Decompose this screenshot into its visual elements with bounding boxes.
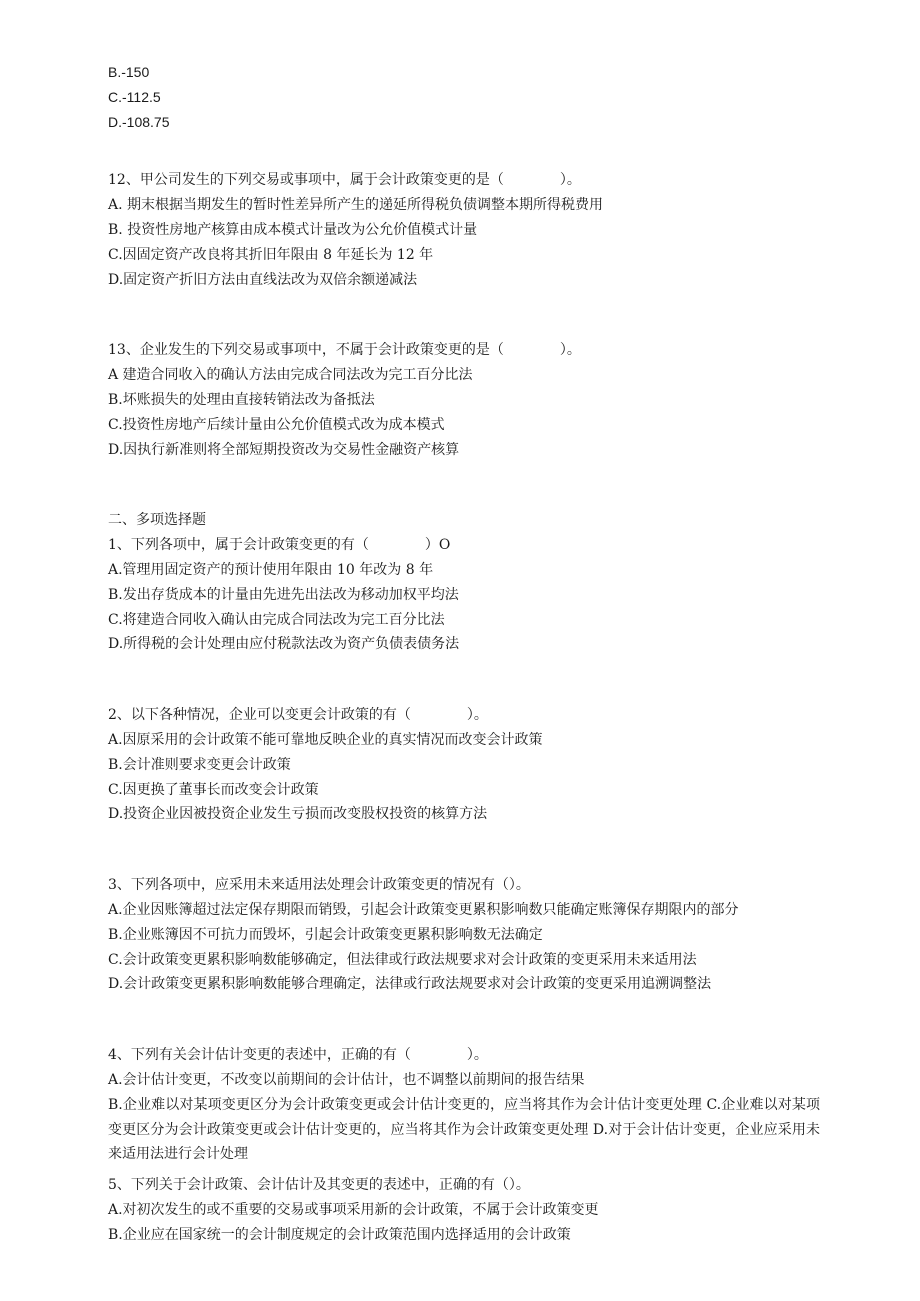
multi-question-4 <box>108 1043 820 1167</box>
document-page <box>108 60 820 1247</box>
multi-question-5 <box>108 1173 820 1247</box>
option-b: B.-150 <box>108 64 150 80</box>
option-b: B.企业账簿因不可抗力而毁坏，引起会计政策变更累积影响数无法确定 <box>108 926 543 943</box>
multi-question-2 <box>108 703 820 827</box>
option-c: C.会计政策变更累积影响数能够确定，但法律或行政法规要求对会计政策的变更采用未来适用法 <box>108 951 697 968</box>
multi-question-3 <box>108 873 820 997</box>
option-d: D.因执行新准则将全部短期投资改为交易性金融资产核算 <box>108 441 460 458</box>
option-c: C.因更换了董事长而改变会计政策 <box>108 781 319 798</box>
question-stem: 5、下列关于会计政策、会计估计及其变更的表述中，正确的有（）。 <box>108 1177 530 1194</box>
question-13 <box>108 338 820 462</box>
option-d: D.投资企业因被投资企业发生亏损而改变股权投资的核算方法 <box>108 806 488 823</box>
option-b: B.坏账损失的处理由直接转销法改为备抵法 <box>108 391 375 408</box>
question-stem: 3、下列各项中，应采用未来适用法处理会计政策变更的情况有（）。 <box>108 877 530 894</box>
question-12 <box>108 168 820 292</box>
option-c: C.因固定资产改良将其折旧年限由 8 年延长为 12 年 <box>108 246 434 263</box>
option-c: C.投资性房地产后续计量由公允价值模式改为成本模式 <box>108 416 445 433</box>
option-a: A 建造合同收入的确认方法由完成合同法改为完工百分比法 <box>108 367 473 384</box>
section-heading: 二、多项选择题 <box>108 512 206 529</box>
option-a: A. 期末根据当期发生的暂时性差异所产生的递延所得税负债调整本期所得税费用 <box>108 197 604 214</box>
previous-question-options <box>108 60 820 134</box>
option-c: C.将建造合同收入确认由完成合同法改为完工百分比法 <box>108 611 445 628</box>
option-c: C.-112.5 <box>108 88 161 105</box>
question-stem: 2、以下各种情况，企业可以变更会计政策的有（ ）。 <box>108 707 488 724</box>
option-a: A.对初次发生的或不重要的交易或事项采用新的会计政策，不属于会计政策变更 <box>108 1201 599 1218</box>
question-stem: 13、企业发生的下列交易或事项中，不属于会计政策变更的是（ ）。 <box>108 342 581 359</box>
option-d: D.会计政策变更累积影响数能够合理确定，法律或行政法规要求对会计政策的变更采用追溯调整法 <box>108 976 712 993</box>
option-b: B. 投资性房地产核算由成本模式计量改为公允价值模式计量 <box>108 221 478 238</box>
option-a: A.管理用固定资产的预计使用年限由 10 年改为 8 年 <box>108 561 434 578</box>
option-b: B.发出存货成本的计量由先进先出法改为移动加权平均法 <box>108 586 459 603</box>
option-d: D.所得税的会计处理由应付税款法改为资产负债表债务法 <box>108 636 460 653</box>
option-b: B.企业应在国家统一的会计制度规定的会计政策范围内选择适用的会计政策 <box>108 1226 571 1243</box>
option-a: A.因原采用的会计政策不能可靠地反映企业的真实情况而改变会计政策 <box>108 731 543 748</box>
option-a: A.企业因账簿超过法定保存期限而销毁，引起会计政策变更累积影响数只能确定账簿保存期限内的部分 <box>108 901 739 918</box>
question-stem: 12、甲公司发生的下列交易或事项中，属于会计政策变更的是（ ）。 <box>108 172 581 189</box>
multi-question-1 <box>108 533 820 657</box>
option-d: D.-108.75 <box>108 113 170 130</box>
question-stem: 1、下列各项中，属于会计政策变更的有（ ）O <box>108 537 451 554</box>
option-d: D.固定资产折旧方法由直线法改为双倍余额递减法 <box>108 271 418 288</box>
question-stem: 4、下列有关会计估计变更的表述中，正确的有（ ）。 <box>108 1047 488 1064</box>
options-b-c-d: B.企业难以对某项变更区分为会计政策变更或会计估计变更的，应当将其作为会计估计变更处理 C.企业难以对某项变更区分为会计政策变更或会计估计变更的，应当将其作为会计政策变更处理 D.对于会计估计变更，企业应采用未来适用法进行会计处理 <box>108 1096 820 1163</box>
option-b: B.会计准则要求变更会计政策 <box>108 756 291 773</box>
option-a: A.会计估计变更，不改变以前期间的会计估计，也不调整以前期间的报告结果 <box>108 1071 585 1088</box>
